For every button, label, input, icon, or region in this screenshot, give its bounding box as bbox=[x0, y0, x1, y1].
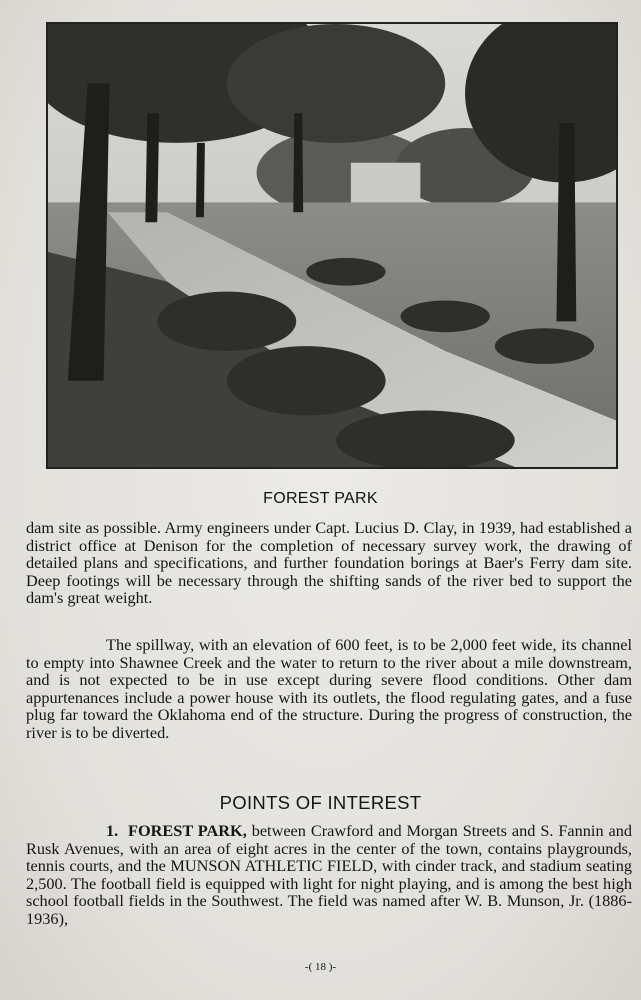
park-photo-illustration bbox=[48, 24, 616, 467]
item-description: between Crawford and Morgan Streets and S. Fannin and Rusk Avenues, with an area of eight acres in the center of the town, contains playgrounds, tennis courts, and the MUNSON ATHLETIC FIELD, with cinder track, and stadium seating 2,500. The football field is equipped with light for night playing, and is among the best high school football fields in the Southwest. The field was named after W. B. Munson, Jr. (1886-1936), bbox=[26, 821, 632, 928]
item-number: 1. bbox=[106, 821, 119, 840]
paragraph-text: dam site as possible. Army engineers under Capt. Lucius D. Clay, in 1939, had established a district office at Denison for the completion of necessary survey work, the drawing of detailed plans and specifications, and further foundation borings at Baer's Ferry dam site. Deep footings will be necessary through the shifting sands of the river bed to support the dam's great weight. bbox=[26, 518, 632, 608]
paragraph-text: The spillway, with an elevation of 600 feet, is to be 2,000 feet wide, its channel to empty into Shawnee Creek and the water to return to the river about a mile downstream, and is not expected to be in use except during severe flood conditions. Other dam appurtenances include a power house with its outlets, the flood regulating gates, and a fuse plug far toward the Oklahoma end of the structure. During the progress of construction, the river is to be diverted. bbox=[26, 635, 632, 742]
paragraph-spillway bbox=[26, 636, 632, 742]
point-of-interest-forest-park bbox=[26, 822, 632, 928]
forest-park-photo bbox=[46, 22, 618, 469]
item-name: FOREST PARK, bbox=[128, 821, 247, 840]
photo-caption: FOREST PARK bbox=[263, 490, 378, 507]
section-heading: POINTS OF INTEREST bbox=[219, 792, 422, 813]
page-number: -( 18 )- bbox=[304, 961, 337, 973]
paragraph-dam-site bbox=[26, 519, 632, 607]
